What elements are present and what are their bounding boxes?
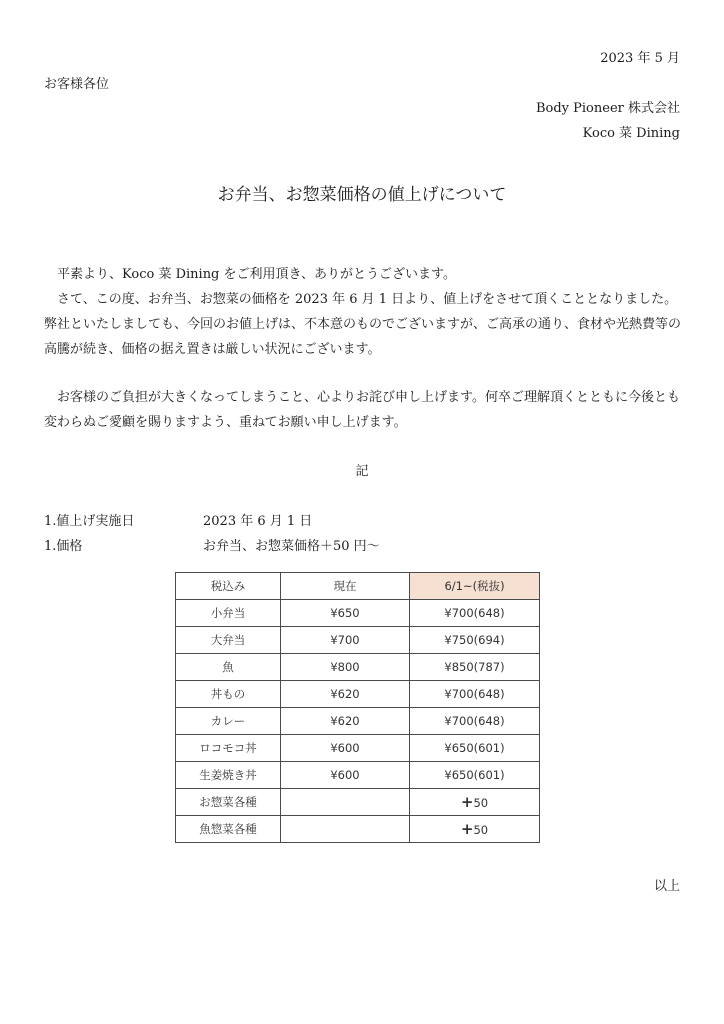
- item-name-cell: お惣菜各種: [176, 789, 281, 816]
- table-row: [176, 789, 540, 816]
- item-name-cell: 生姜焼き丼: [176, 762, 281, 789]
- greeting-paragraph: [44, 262, 684, 287]
- new-price-cell: ¥650(601): [410, 762, 540, 789]
- current-price-cell: ¥620: [281, 681, 410, 708]
- table-row: [176, 600, 540, 627]
- item-name-cell: 小弁当: [176, 600, 281, 627]
- surcharge-amount: 50: [473, 823, 489, 837]
- item-value-date: 2023 年 6 月 1 日: [203, 514, 313, 529]
- new-price-cell: ¥650(601): [410, 735, 540, 762]
- announcement-text: さて、この度、お弁当、お惣菜の価格を 2023 年 6 月 1 日より、値上げをさせて頂くこととなりました。弊社といたしましても、今回のお値上げは、不本意のものでございますが、ご高承の通り、食材や光熱費等の高騰が続き、価格の据え置きは厳しい状況にございます。: [44, 292, 682, 357]
- header-current: 現在: [281, 573, 410, 600]
- item-name-cell: カレー: [176, 708, 281, 735]
- item-value-price: お弁当、お惣菜価格＋50 円〜: [203, 539, 380, 554]
- surcharge-cell: [410, 816, 540, 843]
- apology-text: お客様のご負担が大きくなってしまうこと、心よりお詫び申し上げます。何卒ご理解頂くとともに今後とも変わらぬご愛顧を賜りますよう、重ねてお願い申し上げます。: [44, 390, 680, 430]
- table-row: [176, 654, 540, 681]
- header-new-price: 6/1~(税抜): [410, 573, 540, 600]
- new-price-cell: ¥700(648): [410, 708, 540, 735]
- announcement-paragraph: [44, 287, 684, 362]
- current-price-cell: ¥650: [281, 600, 410, 627]
- price-table-body: [176, 600, 540, 843]
- table-row: [176, 681, 540, 708]
- item-name-cell: 魚: [176, 654, 281, 681]
- new-price-cell: ¥700(648): [410, 600, 540, 627]
- item-label-price: 1.価格: [44, 539, 83, 554]
- table-row: [176, 735, 540, 762]
- current-price-cell: ¥800: [281, 654, 410, 681]
- surcharge-cell: [410, 789, 540, 816]
- surcharge-amount: 50: [473, 796, 489, 810]
- current-price-cell: ¥620: [281, 708, 410, 735]
- header-tax-included: 税込み: [176, 573, 281, 600]
- document-date: 2023 年 5 月: [600, 51, 680, 66]
- greeting-text: 平素より、Koco 菜 Dining をご利用頂き、ありがとうございます。: [57, 267, 456, 282]
- current-price-cell: ¥600: [281, 735, 410, 762]
- item-name-cell: 丼もの: [176, 681, 281, 708]
- table-row: [176, 627, 540, 654]
- table-row: [176, 816, 540, 843]
- price-table: [175, 572, 540, 843]
- apology-paragraph: [44, 385, 684, 435]
- plus-sign: +: [460, 793, 474, 811]
- closing-mark: 以上: [653, 879, 680, 894]
- addressee: お客様各位: [44, 77, 110, 92]
- new-price-cell: ¥700(648): [410, 681, 540, 708]
- new-price-cell: ¥750(694): [410, 627, 540, 654]
- ki-heading: 記: [355, 464, 369, 479]
- company-name: Body Pioneer 株式会社: [535, 101, 680, 116]
- item-name-cell: 魚惣菜各種: [176, 816, 281, 843]
- document-title: お弁当、お惣菜価格の値上げについて: [217, 185, 507, 205]
- brand-name: Koco 菜 Dining: [582, 126, 680, 141]
- current-price-cell: ¥700: [281, 627, 410, 654]
- current-price-cell: [281, 816, 410, 843]
- table-row: [176, 762, 540, 789]
- item-label-date: 1.値上げ実施日: [44, 514, 135, 529]
- item-name-cell: ロコモコ丼: [176, 735, 281, 762]
- plus-sign: +: [460, 820, 474, 838]
- table-header-row: [176, 573, 540, 600]
- item-name-cell: 大弁当: [176, 627, 281, 654]
- new-price-cell: ¥850(787): [410, 654, 540, 681]
- current-price-cell: [281, 789, 410, 816]
- table-row: [176, 708, 540, 735]
- current-price-cell: ¥600: [281, 762, 410, 789]
